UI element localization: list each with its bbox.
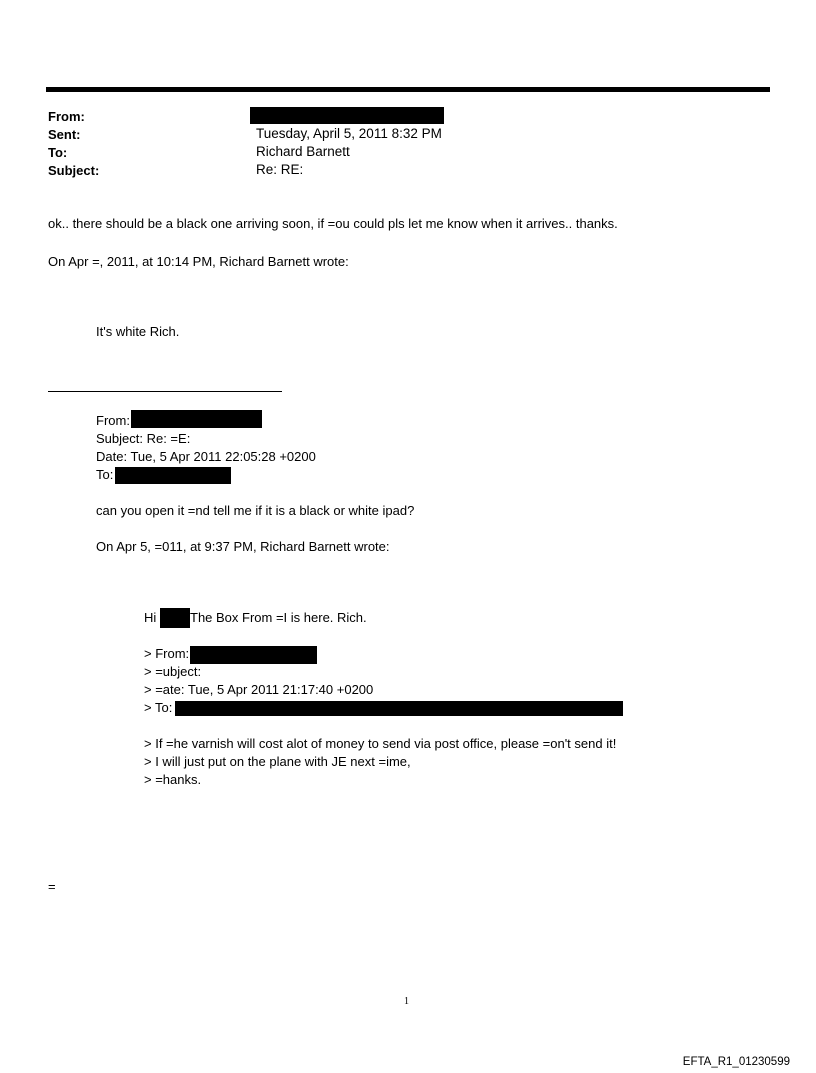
q3-line-1: > If =he varnish will cost alot of money to send via post office, please =on't send it! xyxy=(144,736,617,751)
trailer-char: = xyxy=(48,879,56,894)
quote1-intro: On Apr =, 2011, at 10:14 PM, Richard Barnett wrote: xyxy=(48,254,349,269)
page-number: 1 xyxy=(404,996,409,1007)
redaction-q2-name xyxy=(160,608,190,628)
from-label: From: xyxy=(48,109,85,124)
quote-separator xyxy=(48,391,282,392)
subject-value: Re: RE: xyxy=(256,162,304,177)
q1-text: can you open it =nd tell me if it is a black or white ipad? xyxy=(96,503,415,518)
redaction-q1-from xyxy=(131,410,262,428)
redaction-q3-from xyxy=(190,646,317,664)
sent-label: Sent: xyxy=(48,127,81,142)
q3-date: > =ate: Tue, 5 Apr 2011 21:17:40 +0200 xyxy=(144,682,374,697)
q1-from: From: xyxy=(96,413,130,428)
redaction-q1-to xyxy=(115,467,231,484)
q3-to: > To: xyxy=(144,700,173,715)
to-value: Richard Barnett xyxy=(256,144,350,159)
q3-subject: > =ubject: xyxy=(144,664,202,679)
q3-line-2: > I will just put on the plane with JE next =ime, xyxy=(144,754,411,769)
quote1-text: It's white Rich. xyxy=(96,324,180,339)
subject-label: Subject: xyxy=(48,163,100,178)
q1-date: Date: Tue, 5 Apr 2011 22:05:28 +0200 xyxy=(96,449,316,464)
q3-line-3: > =hanks. xyxy=(144,772,202,787)
sent-value: Tuesday, April 5, 2011 8:32 PM xyxy=(256,126,442,141)
redaction-q3-to xyxy=(175,701,623,716)
quote2-intro: On Apr 5, =011, at 9:37 PM, Richard Barnett wrote: xyxy=(96,539,390,554)
redaction-from xyxy=(250,107,444,124)
to-label: To: xyxy=(48,145,68,160)
header-rule xyxy=(46,87,770,92)
q1-subject: Subject: Re: =E: xyxy=(96,431,191,446)
q1-to: To: xyxy=(96,467,114,482)
body-line-1: ok.. there should be a black one arriving soon, if =ou could pls let me know when it arrives.. thanks. xyxy=(48,216,618,231)
bates-number: EFTA_R1_01230599 xyxy=(682,1056,790,1068)
q3-from: > From: xyxy=(144,646,190,661)
q2-rest: The Box From =I is here. Rich. xyxy=(190,610,367,625)
q2-hi: Hi xyxy=(144,610,157,625)
